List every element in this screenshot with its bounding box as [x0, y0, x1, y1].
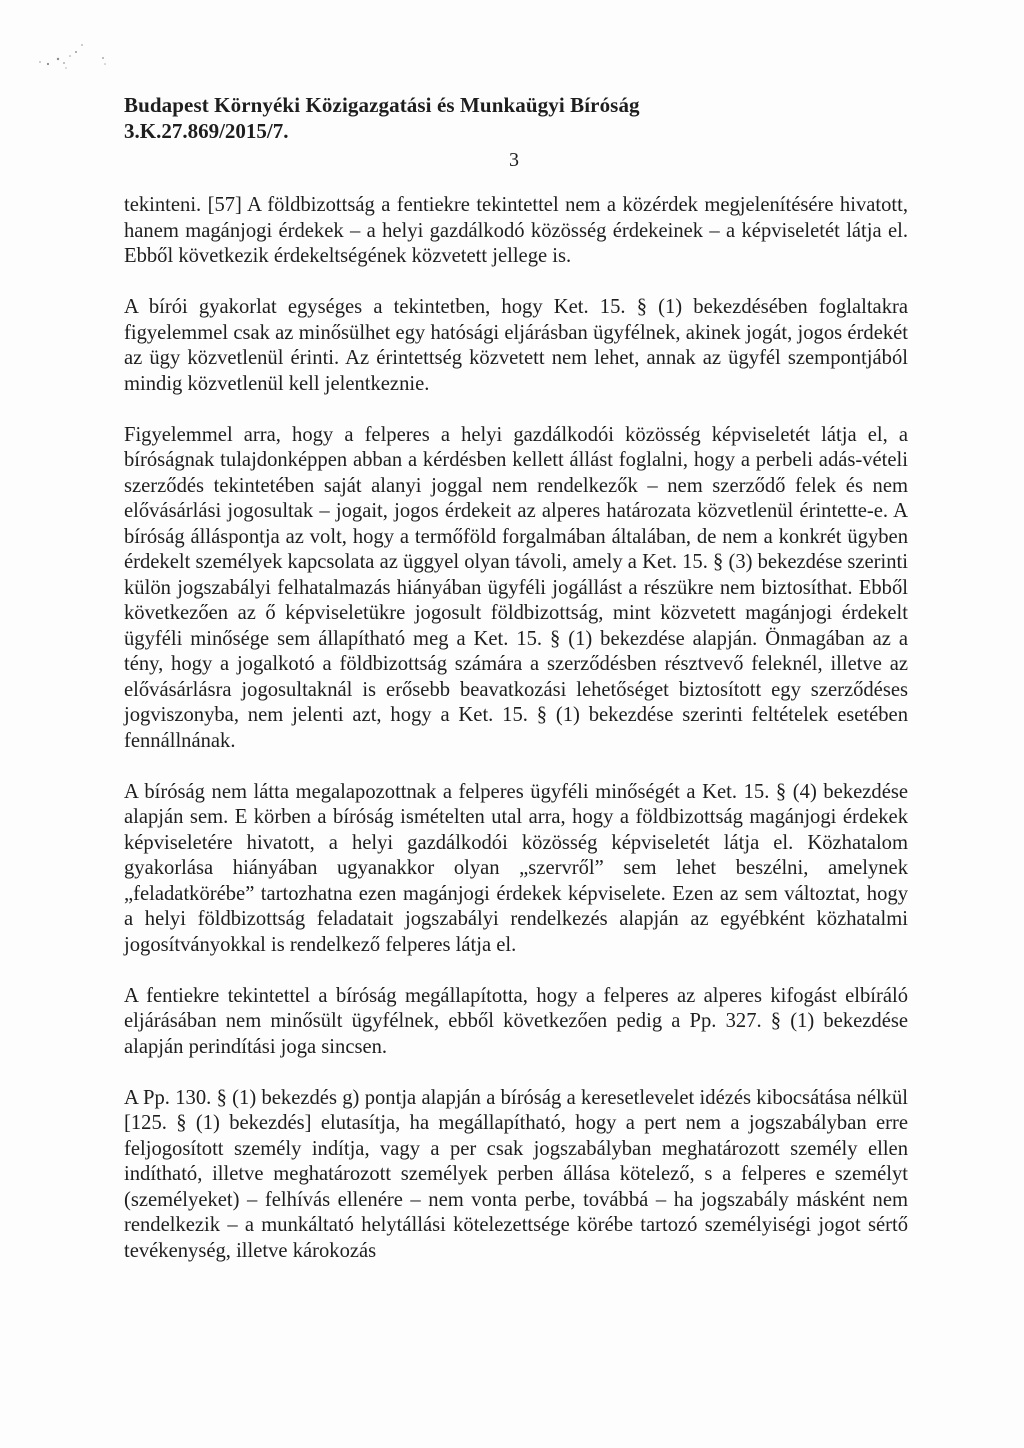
paragraph: tekinteni. [57] A földbizottság a fentiekre tekintettel nem a közérdek megjelenítésére hivatott, hanem magánjogi érdekek – a helyi gazdálkodó közösség érdekeinek – a képviseletét látja el. Ebből következik érdekeltségének közvetett jellege is. — [124, 194, 908, 267]
document-header — [124, 92, 904, 144]
court-name: Budapest Környéki Közigazgatási és Munkaügyi Bíróság — [124, 93, 640, 117]
page-number: 3 — [509, 149, 519, 171]
paragraph: A bíróság nem látta megalapozottnak a felperes ügyféli minőségét a Ket. 15. § (4) bekezdése alapján sem. E körben a bíróság ismételten utal arra, hogy a földbizottság magánjogi érdekek képviseletére hivatott, a helyi gazdálkodói közösség képviseletét látja el. Közhatalom gyakorlása hiányában ugyanakkor olyan „szervről” sem lehet beszélni, amelynek „feladatkörébe” tartozhatna ezen magánjogi érdekek képviselete. Ezen az sem változtat, hogy a helyi földbizottság feladatait jogszabályi rendelkezés alapján az egyébként közhatalmi jogosítványokkal is rendelkező felperes látja el. — [124, 780, 908, 956]
paragraph: Figyelemmel arra, hogy a felperes a helyi gazdálkodói közösség képviseletét látja el, a bíróságnak tulajdonképpen abban a kérdésben kellett állást foglalni, hogy a perbeli adás-vételi szerződés tekintetében saját alanyi joggal nem rendelkezők – nem szerződő felek és nem elővásárlási jogosultak – jogait, jogos érdekeit az alperes határozata közvetlenül érintette-e. A bíróság álláspontja az volt, hogy a termőföld forgalmában általában, de nem a konkrét ügyben érdekelt személyek kapcsolata az üggyel olyan távoli, amely a Ket. 15. § (3) bekezdése szerinti külön jogszabályi felhatalmazás hiányában ügyféli jogállást a részükre nem biztosíthat. Ebből következően az ő képviseletükre jogosult földbizottság, mint közvetett magánjogi érdekelt ügyféli minősége sem állapítható meg a Ket. 15. § (1) bekezdése alapján. Önmagában az a tény, hogy a jogalkotó a földbizottság számára a szerződésben résztvevő feleknél, illetve az elővásárlásra jogosultaknál is erősebb beavatkozási lehetőséget biztosított egy szerződéses jogviszonyba, nem jelenti azt, hogy a Ket. 15. § (1) bekezdése szerinti feltételek esetében fennállnának. — [124, 423, 908, 752]
paragraph: A bírói gyakorlat egységes a tekintetben, hogy Ket. 15. § (1) bekezdésében foglaltakra figyelemmel csak az minősülhet egy hatósági eljárásban ügyfélnek, akinek jogát, jogos érdekét az ügy közvetlenül érinti. Az érintettség közvetett nem lehet, annak az ügyfél szempontjából mindig közvetlenül kell jelentkeznie. — [124, 296, 908, 395]
case-number: 3.K.27.869/2015/7. — [124, 119, 289, 143]
paragraph: A Pp. 130. § (1) bekezdés g) pontja alapján a bíróság a keresetlevelet idézés kibocsátása nélkül [125. § (1) bekezdés] elutasítja, ha megállapítható, hogy a pert nem a jogszabályban erre feljogosított személy indítja, vagy a per csak jogszabályban meghatározott személy ellen indítható, illetve meghatározott személyek perben állása kötelező, s a felperes e személyt (személyeket) – felhívás ellenére – nem vonta perbe, továbbá – ha jogszabály másként nem rendelkezik – a munkáltató helytállási kötelezettsége körébe tartozó személyiségi jogot sértő tevékenység, illetve károkozás — [124, 1086, 908, 1262]
document-body — [124, 193, 908, 1290]
paragraph: A fentiekre tekintettel a bíróság megállapította, hogy a felperes az alperes kifogást elbíráló eljárásában nem minősült ügyfélnek, ebből következően pedig a Pp. 327. § (1) bekezdése alapján perindítási joga sincsen. — [124, 984, 908, 1058]
scan-artifact — [30, 25, 120, 85]
